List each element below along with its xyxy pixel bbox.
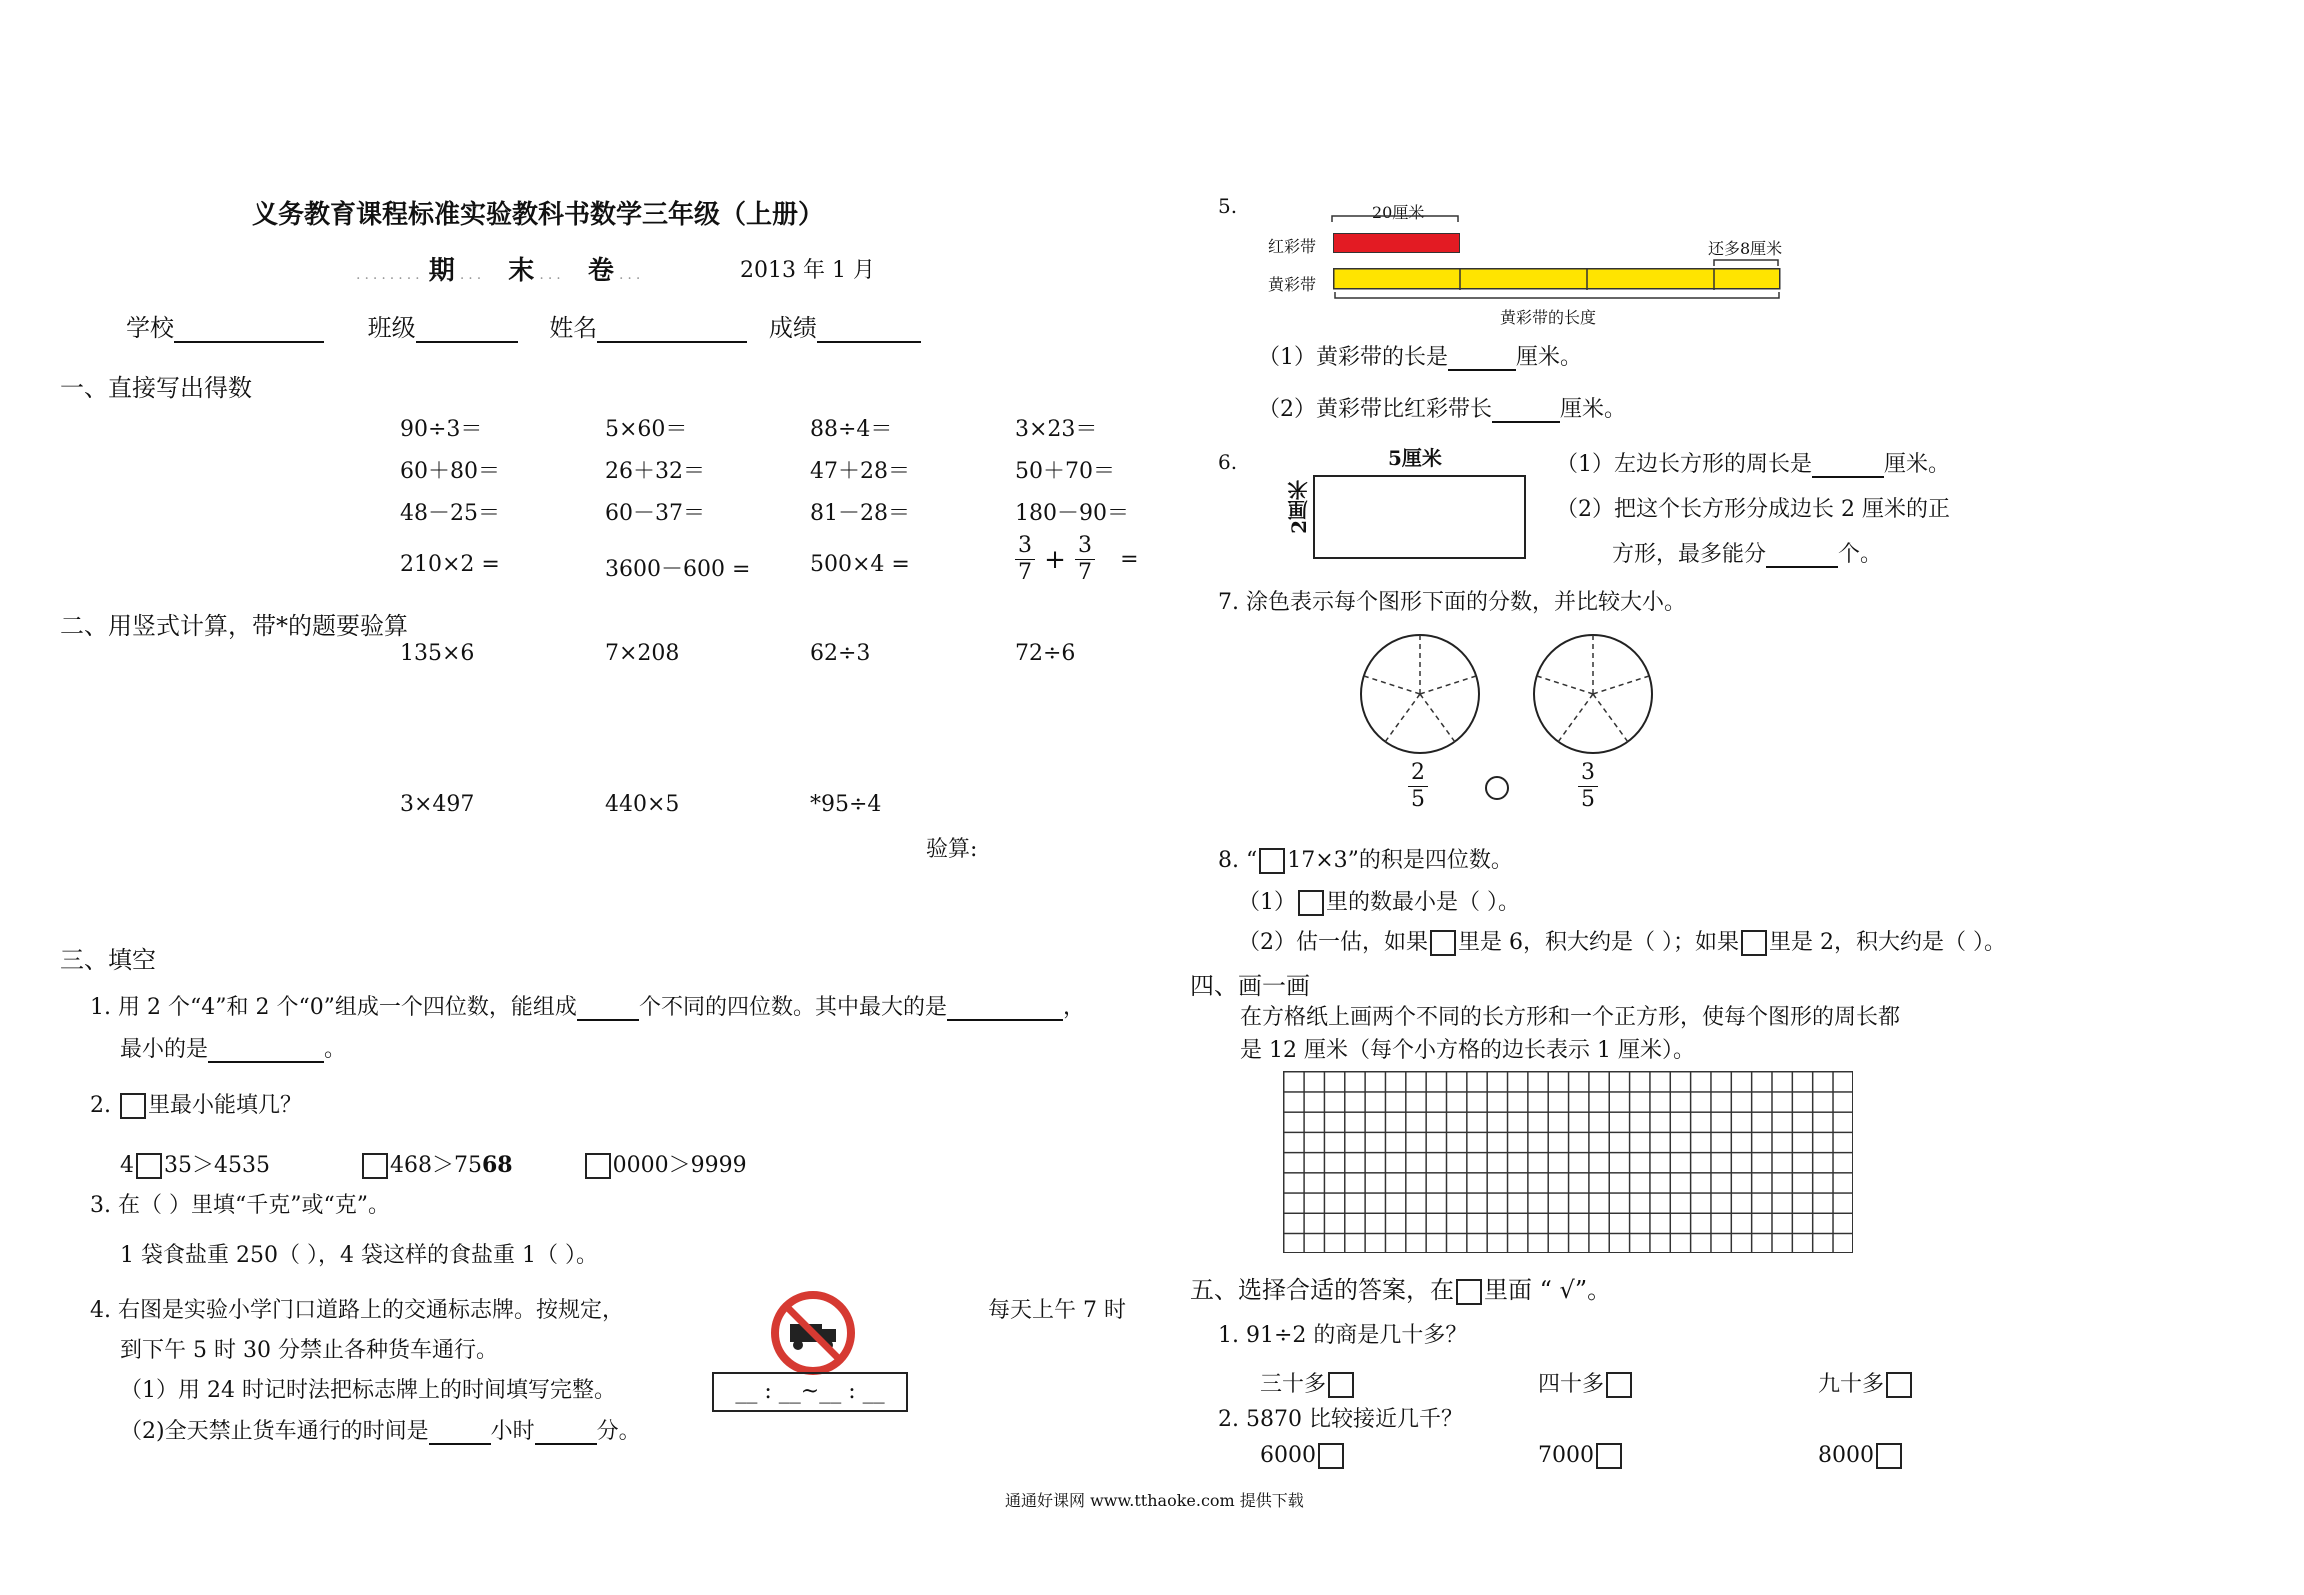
- answer-box[interactable]: [362, 1153, 388, 1179]
- q6-sub2-text-b: 方形，最多能分: [1612, 542, 1767, 567]
- s5-q2-opt1: [1260, 1443, 1346, 1469]
- section4-title: 四、画一画: [1190, 972, 1310, 1000]
- hours-blank[interactable]: [429, 1417, 491, 1445]
- q8-sub1-text-a: （1）: [1238, 890, 1296, 915]
- s5-q2-opt3-label: 8000: [1818, 1443, 1874, 1468]
- s3-q1-text-c: ，: [1062, 995, 1085, 1020]
- q6-sub1-text-b: 厘米。: [1884, 452, 1951, 477]
- s3-q2-text: 里最小能填几？: [148, 1093, 303, 1118]
- checkbox[interactable]: [1876, 1443, 1902, 1469]
- yellow-ribbon-bar: [1333, 268, 1781, 290]
- score-label: 成绩: [768, 314, 817, 342]
- q6-sub1-blank[interactable]: [1812, 450, 1884, 478]
- q7-fraction-right-denominator: 5: [1581, 787, 1595, 812]
- q5-num: 5.: [1218, 194, 1238, 218]
- name-blank[interactable]: [597, 315, 747, 343]
- s3-q1-line2: [120, 1032, 346, 1063]
- answer-box[interactable]: [1430, 930, 1456, 956]
- s1-r3c1: 48－25＝: [400, 501, 500, 526]
- drawing-grid[interactable]: [1283, 1071, 1853, 1253]
- s3-q2-items: [120, 1148, 747, 1179]
- s3-q4-text-f: 小时: [490, 1419, 535, 1444]
- s1-r4c1: 210×2 =: [400, 552, 500, 577]
- section5-title: [1190, 1270, 1611, 1305]
- s3-q2-item3: 0000＞9999: [612, 1153, 747, 1178]
- footer-text: 通通好课网 www.tthaoke.com 提供下载: [1005, 1491, 1304, 1510]
- info-line: [126, 308, 921, 343]
- fraction-b-denominator: 7: [1077, 560, 1092, 585]
- section1-title: 一、直接写出得数: [60, 374, 252, 402]
- section4-line1: 在方格纸上画两个不同的长方形和一个正方形，使每个图形的周长都: [1240, 1005, 1901, 1030]
- class-label: 班级: [367, 314, 416, 342]
- s3-q4-time-start: 每天上午 7 时: [988, 1298, 1126, 1323]
- s1-r1c3: 88÷4＝: [810, 417, 893, 442]
- s2-r2c1: 3×497: [400, 792, 475, 817]
- s5-q1-opt3-label: 九十多: [1818, 1372, 1885, 1397]
- s3-q2-item1-b: 35＞4535: [164, 1153, 270, 1178]
- s1-r3c2: 60－37＝: [605, 501, 705, 526]
- red-ribbon-bar: [1333, 233, 1460, 253]
- exam-char-3: 卷: [587, 256, 614, 286]
- school-label: 学校: [126, 314, 174, 342]
- s5-q2-opt2: [1538, 1443, 1624, 1469]
- q6-rectangle: [1313, 475, 1526, 559]
- check-label: 验算:: [926, 837, 978, 862]
- answer-box[interactable]: [120, 1093, 146, 1119]
- section3-title: 三、填空: [60, 946, 156, 974]
- s3-q2-item2-bold: 68: [481, 1152, 513, 1178]
- q5-sub1-text-a: （1）黄彩带的长是: [1258, 345, 1448, 370]
- q6-sub1: [1556, 447, 1950, 478]
- answer-box[interactable]: [136, 1153, 162, 1179]
- section2-title: 二、用竖式计算，带*的题要验算: [60, 612, 408, 640]
- s3-q3-line: 1 袋食盐重 250（ ），4 袋这样的食盐重 1（ ）。: [120, 1243, 598, 1268]
- fraction-b: [1075, 533, 1095, 586]
- answer-box-icon: [1456, 1279, 1482, 1305]
- q5-sub1: [1258, 340, 1582, 371]
- checkbox[interactable]: [1318, 1443, 1344, 1469]
- exam-char-1: 期: [428, 256, 455, 286]
- time-sign-board[interactable]: __ : __~__ : __: [712, 1372, 908, 1412]
- s3-q1-text-e: 。: [324, 1037, 347, 1062]
- q5-brace-top: [1330, 210, 1460, 224]
- class-blank[interactable]: [416, 315, 518, 343]
- q5-top-label: 20厘米: [1372, 203, 1425, 222]
- no-truck-sign-icon: [770, 1290, 856, 1376]
- fraction-a-denominator: 7: [1018, 560, 1032, 585]
- q5-yellow-label: 黄彩带: [1268, 275, 1317, 294]
- s5-q1: 1. 91÷2 的商是几十多？: [1218, 1323, 1468, 1348]
- s3-q1-text-b: 个不同的四位数。其中最大的是: [638, 995, 947, 1020]
- q8-text: [1218, 843, 1513, 874]
- s1-r2c2: 26＋32＝: [605, 459, 705, 484]
- score-blank[interactable]: [817, 315, 921, 343]
- s3-q2-num: 2.: [90, 1093, 111, 1118]
- s3-q1-line1: [90, 990, 1085, 1021]
- section4-line2: 是 12 厘米（每个小方格的边长表示 1 厘米）。: [1240, 1038, 1695, 1063]
- s1-r2c1: 60＋80＝: [400, 459, 500, 484]
- q6-sub2-line2: [1612, 537, 1882, 568]
- q8-text-b: 17×3”的积是四位数。: [1287, 848, 1513, 873]
- s3-q1-text-d: 最小的是: [120, 1037, 209, 1062]
- s1-r4c2: 3600－600 =: [605, 557, 751, 582]
- q8-sub2-text-c: 里是 2，积大约是（ ）。: [1768, 930, 2006, 955]
- s5-q1-opt2-label: 四十多: [1538, 1372, 1605, 1397]
- q8-sub1-text-b: 里的数最小是（ ）。: [1326, 890, 1520, 915]
- q5-sub2-text-a: （2）黄彩带比红彩带长: [1258, 397, 1492, 422]
- s5-q1-opt3: [1818, 1367, 1914, 1398]
- q7-fraction-right-numerator: 3: [1581, 760, 1595, 785]
- s3-q1-blank-count[interactable]: [577, 993, 639, 1021]
- q6-sub2-blank[interactable]: [1766, 540, 1838, 568]
- s5-q1-opt1-label: 三十多: [1260, 1372, 1327, 1397]
- answer-box[interactable]: [585, 1153, 611, 1179]
- s5-q1-opt2: [1538, 1367, 1634, 1398]
- equals-sign: =: [1120, 547, 1139, 572]
- q5-length-label: 黄彩带的长度: [1500, 308, 1597, 327]
- checkbox[interactable]: [1328, 1372, 1354, 1398]
- s3-q1-text-a: 1. 用 2 个“4”和 2 个“0”组成一个四位数，能组成: [90, 995, 577, 1020]
- q8-sub2-text-b: 里是 6，积大约是（ ）；如果: [1458, 930, 1739, 955]
- q5-sub2-text-b: 厘米。: [1560, 397, 1627, 422]
- q6-width-label: 5厘米: [1388, 446, 1442, 470]
- q5-brace-bottom: [1333, 290, 1781, 306]
- s1-r2c4: 50＋70＝: [1015, 459, 1115, 484]
- s2-r1c3: 62÷3: [810, 641, 871, 666]
- q5-sub1-blank[interactable]: [1448, 343, 1516, 371]
- s3-q2: [90, 1088, 302, 1119]
- s2-r2c2: 440×5: [605, 792, 680, 817]
- minutes-blank[interactable]: [535, 1417, 597, 1445]
- q5-sub2-blank[interactable]: [1492, 395, 1560, 423]
- s1-r4c3: 500×4 =: [810, 552, 910, 577]
- exam-subtitle: ........ 期 ... 末 ... 卷 ...: [356, 256, 645, 286]
- s1-r3c3: 81－28＝: [810, 501, 910, 526]
- exam-title: 义务教育课程标准实验教科书数学三年级（上册）: [252, 200, 825, 230]
- name-label: 姓名: [549, 314, 598, 342]
- s2-r2c3: *95÷4: [810, 792, 882, 817]
- s3-q4-line4: [120, 1414, 641, 1445]
- q7-fraction-left-denominator: 5: [1411, 787, 1425, 812]
- s1-r1c2: 5×60＝: [605, 417, 688, 442]
- q5-more-label: 还多8厘米: [1708, 239, 1783, 258]
- fraction-b-numerator: 3: [1077, 533, 1092, 558]
- section5-title-b: 里面 “ √”。: [1484, 1276, 1612, 1304]
- q5-red-label: 红彩带: [1268, 237, 1317, 256]
- s3-q1-blank-min[interactable]: [208, 1035, 324, 1063]
- q7-fraction-right: [1578, 760, 1598, 813]
- exam-date: 2013 年 1 月: [740, 258, 875, 283]
- s1-r2c3: 47＋28＝: [810, 459, 910, 484]
- s1-r1c4: 3×23＝: [1015, 417, 1098, 442]
- exam-char-2: 末: [508, 256, 535, 286]
- s3-q2-item2: 468＞75: [389, 1153, 482, 1178]
- q6-sub1-text-a: （1）左边长方形的周长是: [1556, 452, 1812, 477]
- answer-box[interactable]: [1259, 848, 1285, 874]
- compare-circle[interactable]: [1485, 776, 1509, 800]
- section5-title-a: 五、选择合适的答案，在: [1190, 1276, 1454, 1304]
- checkbox[interactable]: [1596, 1443, 1622, 1469]
- q8-sub1: [1238, 885, 1520, 916]
- s1-r4c4-fraction-sum: [1015, 533, 1139, 586]
- s3-q1-blank-max[interactable]: [947, 993, 1063, 1021]
- q6-sub2-line1: （2）把这个长方形分成边长 2 厘米的正: [1556, 497, 1950, 522]
- answer-box[interactable]: [1298, 890, 1324, 916]
- school-blank[interactable]: [174, 315, 324, 343]
- fraction-a-numerator: 3: [1018, 533, 1032, 558]
- answer-box[interactable]: [1741, 930, 1767, 956]
- s5-q2-opt2-label: 7000: [1538, 1443, 1594, 1468]
- q7-fraction-left-numerator: 2: [1411, 760, 1425, 785]
- q7-circle-right[interactable]: [1531, 632, 1655, 756]
- q6-height-label: 2厘米: [1287, 480, 1311, 534]
- q7-fraction-left: [1408, 760, 1428, 813]
- s5-q2-opt3: [1818, 1443, 1904, 1469]
- s3-q4-line2: 到下午 5 时 30 分禁止各种货车通行。: [120, 1338, 498, 1363]
- s3-q4-text-e: （2)全天禁止货车通行的时间是: [120, 1419, 429, 1444]
- s2-r1c2: 7×208: [605, 641, 680, 666]
- s5-q2-opt1-label: 6000: [1260, 1443, 1316, 1468]
- s3-q2-item1-a: 4: [120, 1153, 134, 1178]
- q7-circle-left[interactable]: [1358, 632, 1482, 756]
- s3-q4-line3: （1）用 24 时记时法把标志牌上的时间填写完整。: [120, 1378, 616, 1403]
- s2-r1c1: 135×6: [400, 641, 475, 666]
- q8-sub2: [1238, 925, 2006, 956]
- s1-r3c4: 180－90＝: [1015, 501, 1129, 526]
- plus-sign: +: [1044, 544, 1066, 575]
- q8-sub2-text-a: （2）估一估，如果: [1238, 930, 1428, 955]
- checkbox[interactable]: [1886, 1372, 1912, 1398]
- q5-sub1-text-b: 厘米。: [1516, 345, 1583, 370]
- q5-sub2: [1258, 392, 1626, 423]
- s3-q4-line1: 4. 右图是实验小学门口道路上的交通标志牌。按规定，: [90, 1298, 624, 1323]
- s3-q3: 3. 在（ ）里填“千克”或“克”。: [90, 1193, 390, 1218]
- fraction-a: [1015, 533, 1035, 586]
- checkbox[interactable]: [1606, 1372, 1632, 1398]
- q6-sub2-text-c: 个。: [1838, 542, 1883, 567]
- s5-q2: 2. 5870 比较接近几千？: [1218, 1407, 1463, 1432]
- q6-num: 6.: [1218, 450, 1238, 474]
- q8-text-a: 8. “: [1218, 848, 1258, 873]
- s5-q1-opt1: [1260, 1367, 1356, 1398]
- s2-r1c4: 72÷6: [1015, 641, 1076, 666]
- s1-r1c1: 90÷3＝: [400, 417, 483, 442]
- q7-text: 7. 涂色表示每个图形下面的分数，并比较大小。: [1218, 590, 1686, 615]
- q5-brace-more: [1712, 254, 1780, 268]
- s3-q4-text-g: 分。: [596, 1419, 641, 1444]
